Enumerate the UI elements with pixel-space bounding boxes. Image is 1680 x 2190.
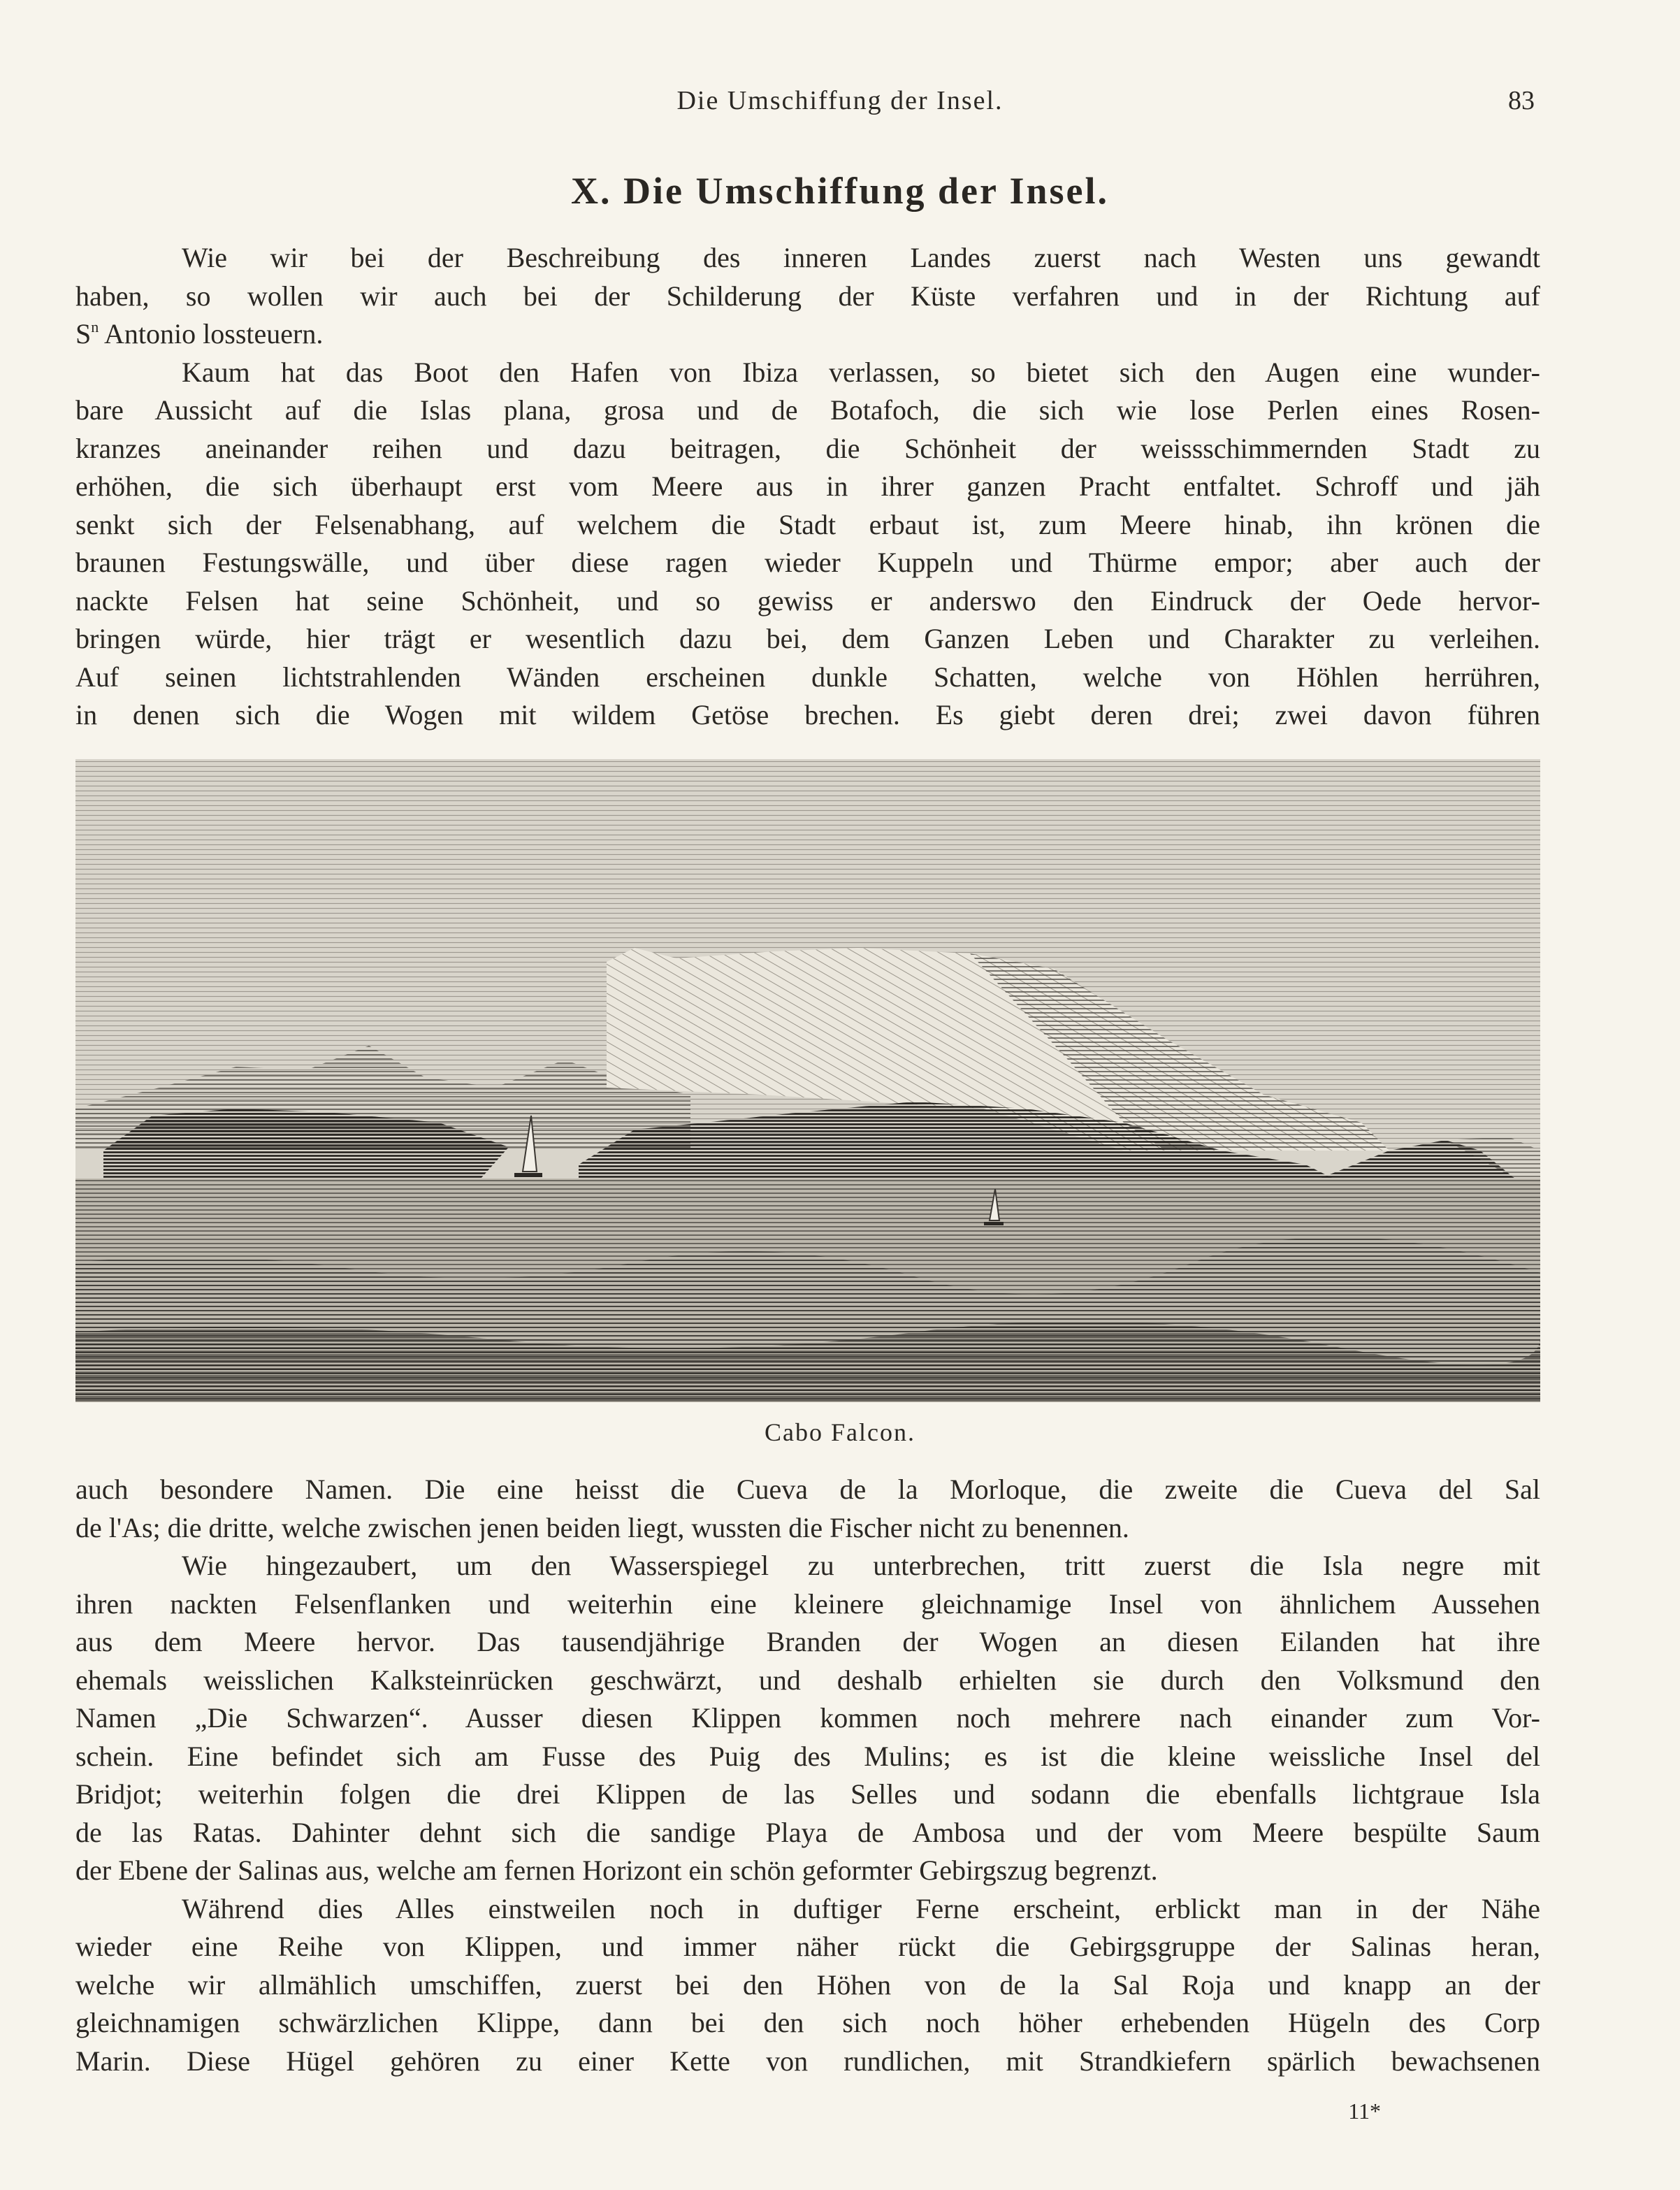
text-line: der Ebene der Salinas aus, welche am fernen Horizont ein schön geformter Gebirgszug begrenzt. bbox=[75, 1854, 1158, 1886]
text-line: ihren nackten Felsenflanken und weiterhin eine kleinere gleichnamige Insel von ähnlichem Aussehen bbox=[75, 1587, 1540, 1620]
text-line: de las Ratas. Dahinter dehnt sich die sandige Playa de Ambosa und der vom Meere bespülte Saum bbox=[75, 1816, 1540, 1848]
text-line: auch besondere Namen. Die eine heisst die Cueva de la Morloque, die zweite die Cueva del Sal bbox=[75, 1474, 1540, 1505]
superscript: n bbox=[91, 318, 99, 336]
paragraph-1 bbox=[75, 239, 1540, 354]
text-line: Während dies Alles einstweilen noch in duftiger Ferne erscheint, erblickt man in der Nähe bbox=[182, 1892, 1540, 1924]
text-line: aus dem Meere hervor. Das tausendjährige Branden der Wogen an diesen Eilanden hat ihre bbox=[75, 1626, 1540, 1657]
text-line: schein. Eine befindet sich am Fusse des Puig des Mulins; es ist die kleine weissliche Insel del bbox=[75, 1740, 1540, 1772]
text-line: Bridjot; weiterhin folgen die drei Klippen de las Selles und sodann die ebenfalls lichtgraue Isla bbox=[75, 1778, 1540, 1810]
chapter-title: X. Die Umschiffung der Insel. bbox=[570, 170, 1109, 212]
paragraph-3 bbox=[75, 1547, 1540, 1890]
engraving-illustration bbox=[75, 759, 1540, 1402]
text-line: Namen „Die Schwarzen“. Ausser diesen Klippen kommen noch mehrere nach einander zum Vor- bbox=[75, 1702, 1540, 1734]
text-line: ehemals weisslichen Kalksteinrücken geschwärzt, und deshalb erhielten sie durch den Volksmund den bbox=[75, 1664, 1540, 1696]
paragraph-2-continued bbox=[75, 1471, 1540, 1547]
text-line bbox=[75, 315, 1540, 354]
text-line: Marin. Diese Hügel gehören zu einer Kette von rundlichen, mit Strandkiefern spärlich bewachsenen bbox=[75, 2045, 1540, 2077]
running-head bbox=[0, 85, 1680, 127]
text-line: in denen sich die Wogen mit wildem Getöse brechen. Es giebt deren drei; zwei davon führen bbox=[75, 699, 1540, 730]
text-line: Kaum hat das Boot den Hafen von Ibiza verlassen, so bietet sich den Augen eine wunder- bbox=[182, 356, 1540, 388]
text-line: senkt sich der Felsenabhang, auf welchem die Stadt erbaut ist, zum Meere hinab, ihn krönen die bbox=[75, 508, 1540, 540]
text-line: bringen würde, hier trägt er wesentlich dazu bei, dem Ganzen Leben und Charakter zu verleihen. bbox=[75, 623, 1540, 654]
figure-caption: Cabo Falcon. bbox=[765, 1418, 915, 1446]
text-line: gleichnamigen schwärzlichen Klippe, dann bei den sich noch höher erhebenden Hügeln des Corp bbox=[75, 2007, 1540, 2038]
text-line: nackte Felsen hat seine Schönheit, und so gewiss er anderswo den Eindruck der Oede hervor- bbox=[75, 584, 1540, 617]
abbrev-letter: S bbox=[75, 318, 92, 350]
text-line: Wie hingezaubert, um den Wasserspiegel zu unterbrechen, tritt zuerst die Isla negre mit bbox=[182, 1550, 1540, 1581]
paragraph-2 bbox=[75, 354, 1540, 735]
text-fragment: Antonio lossteuern. bbox=[99, 318, 324, 350]
text-line: braunen Festungswälle, und über diese ragen wieder Kuppeln und Thürme empor; aber auch der bbox=[75, 547, 1540, 578]
text-line: welche wir allmählich umschiffen, zuerst bei den Höhen von de la Sal Roja und knapp an der bbox=[75, 1968, 1540, 2001]
signature-mark: 11* bbox=[1348, 2098, 1381, 2124]
page-number: 83 bbox=[1508, 86, 1535, 115]
text-block-bottom bbox=[75, 1471, 1540, 2080]
text-line: de l'As; die dritte, welche zwischen jenen beiden liegt, wussten die Fischer nicht zu benennen. bbox=[75, 1511, 1129, 1543]
paragraph-4 bbox=[75, 1890, 1540, 2081]
text-block-top bbox=[75, 239, 1540, 735]
running-title: Die Umschiffung der Insel. bbox=[676, 86, 1004, 115]
text-line: Wie wir bei der Beschreibung des inneren Landes zuerst nach Westen uns gewandt bbox=[182, 242, 1540, 273]
text-line: erhöhen, die sich überhaupt erst vom Meere aus in ihrer ganzen Pracht entfaltet. Schroff und jäh bbox=[75, 470, 1540, 502]
text-line: haben, so wollen wir auch bei der Schilderung der Küste verfahren und in der Richtung auf bbox=[75, 280, 1540, 312]
text-line: kranzes aneinander reihen und dazu beitragen, die Schönheit der weissschimmernden Stadt zu bbox=[75, 432, 1540, 464]
text-line: Auf seinen lichtstrahlenden Wänden erscheinen dunkle Schatten, welche von Höhlen herrühren, bbox=[75, 661, 1540, 693]
text-line: bare Aussicht auf die Islas plana, grosa und de Botafoch, die sich wie lose Perlen eines Rosen- bbox=[75, 394, 1540, 426]
text-line: wieder eine Reihe von Klippen, und immer näher rückt die Gebirgsgruppe der Salinas heran, bbox=[75, 1931, 1540, 1962]
